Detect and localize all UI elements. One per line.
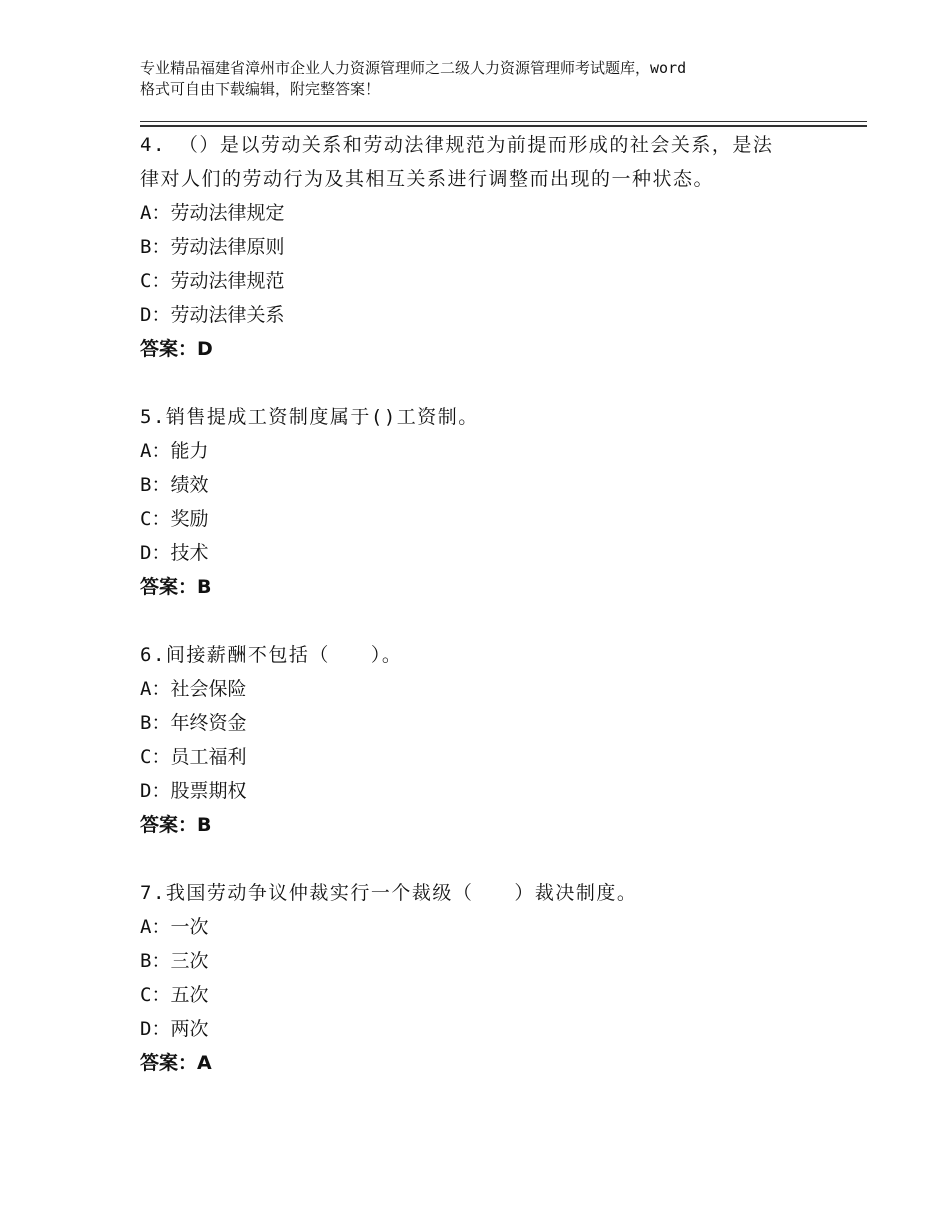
answer-label: 答案：B xyxy=(140,576,212,598)
option-b: B：劳动法律原则 xyxy=(140,236,285,258)
question-stem-continued: 律对人们的劳动行为及其相互关系进行调整而出现的一种状态。 xyxy=(140,168,715,190)
option-c: C：员工福利 xyxy=(140,746,247,768)
header-divider-thin xyxy=(140,121,867,122)
question-4 xyxy=(140,128,830,366)
header-line-1: 专业精品福建省漳州市企业人力资源管理师之二级人力资源管理师考试题库，word xyxy=(140,59,687,77)
option-c: C：奖励 xyxy=(140,508,209,530)
option-d: D：两次 xyxy=(140,1018,209,1040)
option-c: C：劳动法律规范 xyxy=(140,270,285,292)
header-divider-thick xyxy=(140,125,867,127)
option-d: D：股票期权 xyxy=(140,780,247,802)
question-stem: 7.我国劳动争议仲裁实行一个裁级（ ）裁决制度。 xyxy=(140,882,638,904)
question-list xyxy=(140,128,830,1114)
option-c: C：五次 xyxy=(140,984,209,1006)
question-stem: 6.间接薪酬不包括（ ）。 xyxy=(140,644,403,666)
option-a: A：社会保险 xyxy=(140,678,247,700)
option-d: D：劳动法律关系 xyxy=(140,304,285,326)
answer-label: 答案：D xyxy=(140,338,213,360)
question-stem: 4. （）是以劳动关系和劳动法律规范为前提而形成的社会关系，是法 xyxy=(140,134,774,156)
answer-label: 答案：B xyxy=(140,814,212,836)
option-b: B：年终资金 xyxy=(140,712,247,734)
question-stem: 5.销售提成工资制度属于()工资制。 xyxy=(140,406,479,428)
question-6 xyxy=(140,638,830,842)
option-a: A：能力 xyxy=(140,440,209,462)
answer-label: 答案：A xyxy=(140,1052,212,1074)
option-d: D：技术 xyxy=(140,542,209,564)
document-header xyxy=(140,58,830,100)
question-7 xyxy=(140,876,830,1080)
option-a: A：劳动法律规定 xyxy=(140,202,285,224)
option-a: A：一次 xyxy=(140,916,209,938)
header-line-2: 格式可自由下载编辑，附完整答案！ xyxy=(140,80,381,98)
option-b: B：绩效 xyxy=(140,474,209,496)
option-b: B：三次 xyxy=(140,950,209,972)
question-5 xyxy=(140,400,830,604)
